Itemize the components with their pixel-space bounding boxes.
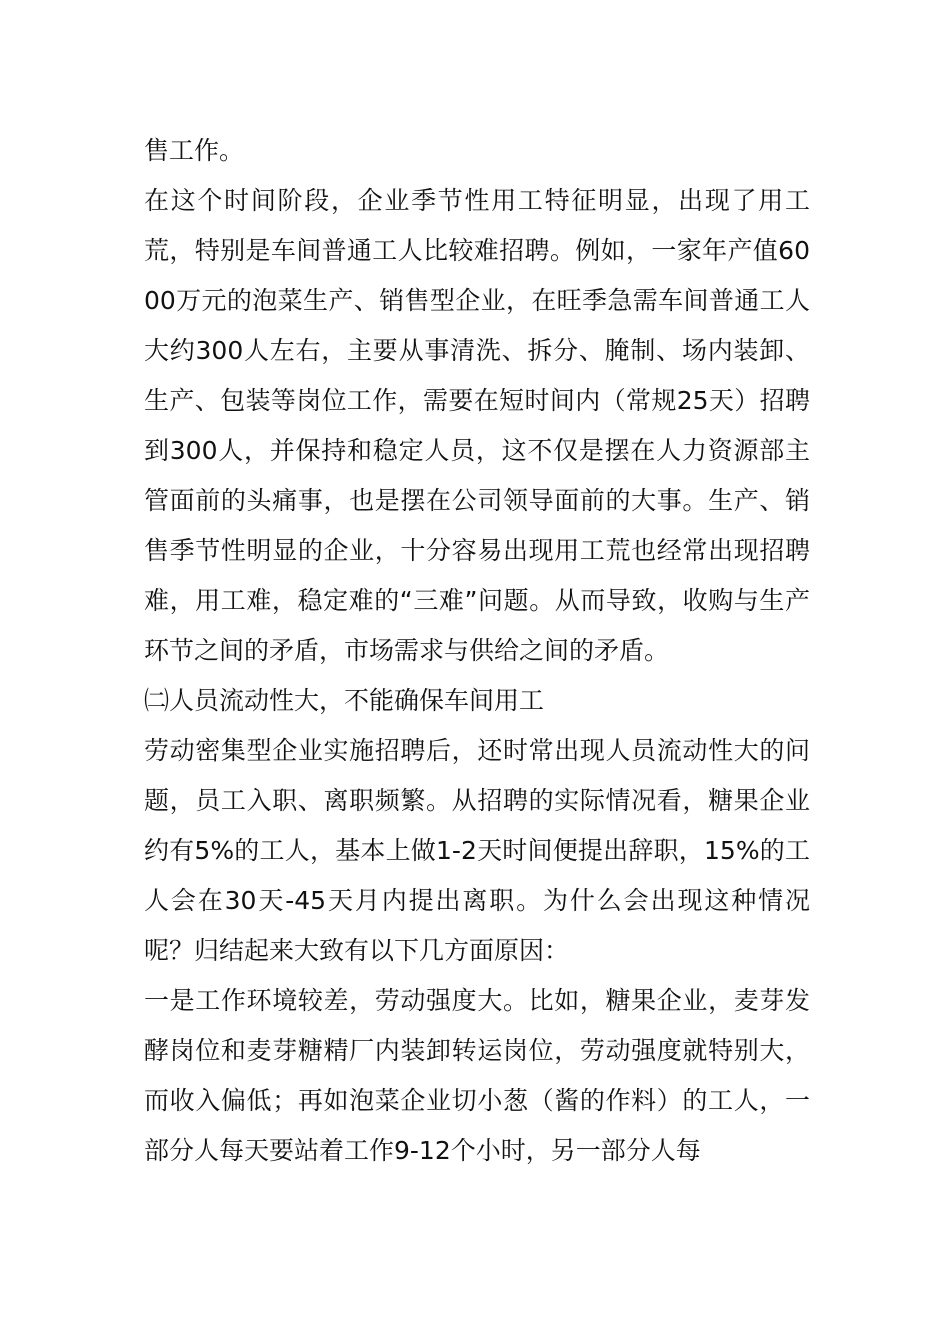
- paragraph-seasonal-labor: 在这个时间阶段，企业季节性用工特征明显，出现了用工荒，特别是车间普通工人比较难招聘。例如，一家年产值6000万元的泡菜生产、销售型企业，在旺季急需车间普通工人大约300人左右，主要从事清洗、拆分、腌制、场内装卸、生产、包装等岗位工作，需要在短时间内（常规25天）招聘到300人，并保持和稳定人员，这不仅是摆在人力资源部主管面前的头痛事，也是摆在公司领导面前的大事。生产、销售季节性明显的企业，十分容易出现用工荒也经常出现招聘难，用工难，稳定难的“三难”问题。从而导致，收购与生产环节之间的矛盾，市场需求与供给之间的矛盾。: [144, 186, 810, 665]
- paragraph-turnover: 劳动密集型企业实施招聘后，还时常出现人员流动性大的问题，员工入职、离职频繁。从招聘的实际情况看，糖果企业约有5%的工人，基本上做1-2天时间便提出辞职，15%的工人会在30天-45天月内提出离职。为什么会出现这种情况呢？归结起来大致有以下几方面原因：: [144, 736, 810, 965]
- paragraph-reason-one: 一是工作环境较差，劳动强度大。比如，糖果企业，麦芽发酵岗位和麦芽糖精厂内装卸转运岗位，劳动强度就特别大，而收入偏低；再如泡菜企业切小葱（酱的作料）的工人，一部分人每天要站着工作9-12个小时，另一部分人每: [144, 986, 810, 1165]
- section-heading-turnover: ㈡人员流动性大，不能确保车间用工: [144, 686, 545, 715]
- paragraph-continuation: 售工作。: [144, 136, 245, 165]
- document-body: [144, 126, 810, 1176]
